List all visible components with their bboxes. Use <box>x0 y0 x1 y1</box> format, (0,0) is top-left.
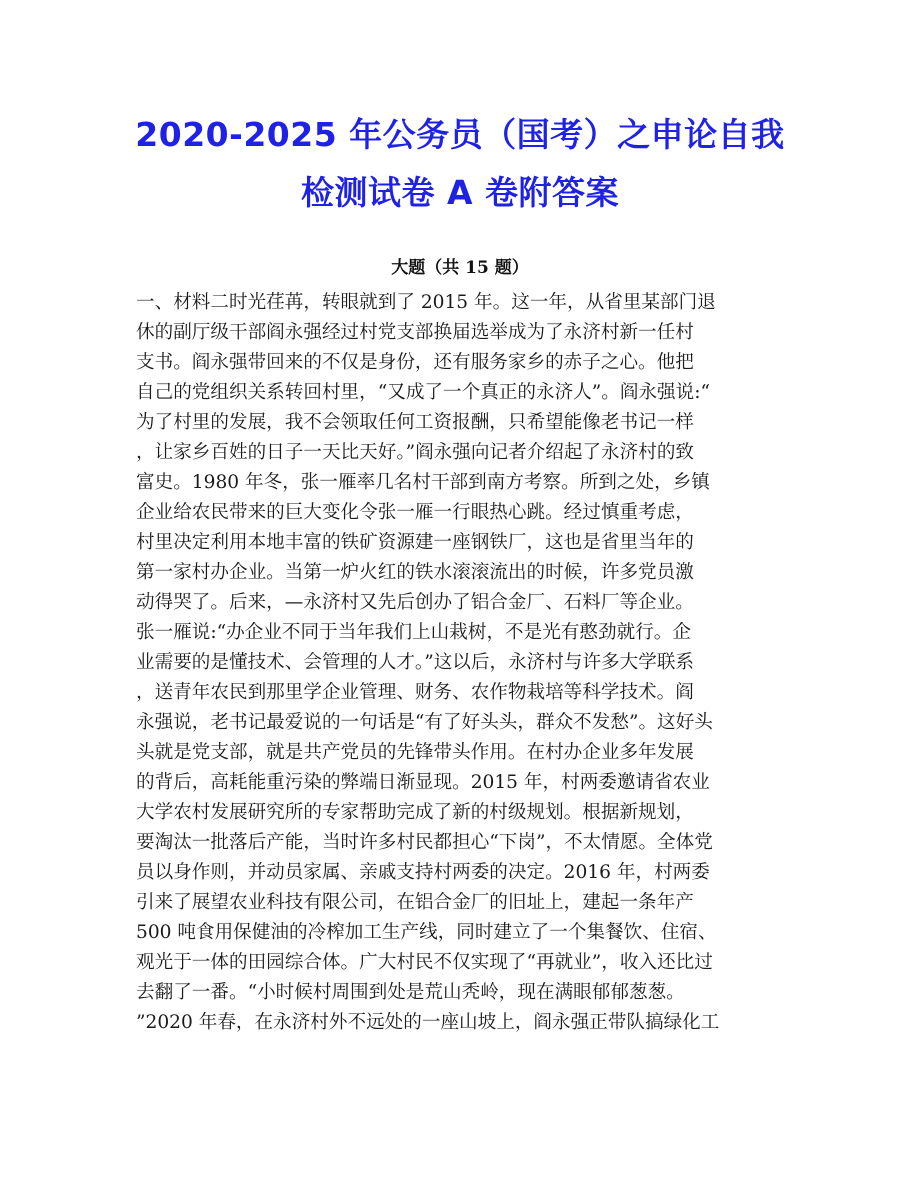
text-line: 企业给农民带来的巨大变化令张一雁一行眼热心跳。经过慎重考虑， <box>136 502 694 523</box>
text-line: 头就是党支部，就是共产党员的先锋带头作用。在村办企业多年发展 <box>136 742 694 763</box>
text-line: 富史。1980 年冬，张一雁率几名村干部到南方考察。所到之处，乡镇 <box>136 472 710 493</box>
section-heading: 大题（共 15 题） <box>391 258 529 278</box>
text-line: ，送青年农民到那里学企业管理、财务、农作物栽培等科学技术。阎 <box>136 682 694 703</box>
text-line: 一、材料二时光荏苒，转眼就到了 2015 年。这一年，从省里某部门退 <box>136 292 716 313</box>
text-line: 为了村里的发展，我不会领取任何工资报酬，只希望能像老书记一样 <box>136 412 694 433</box>
text-line: 第一家村办企业。当第一炉火红的铁水滚滚流出的时候，许多党员激 <box>136 562 694 583</box>
text-line: 要淘汰一批落后产能，当时许多村民都担心“下岗”，不太情愿。全体党 <box>136 832 713 853</box>
text-line: 村里决定利用本地丰富的铁矿资源建一座钢铁厂，这也是省里当年的 <box>136 532 694 553</box>
text-line: 自己的党组织关系转回村里，“又成了一个真正的永济人”。阎永强说:“ <box>136 382 711 403</box>
text-line: 引来了展望农业科技有限公司，在铝合金厂的旧址上，建起一条年产 <box>136 892 694 913</box>
text-line: 业需要的是懂技术、会管理的人才。”这以后，永济村与许多大学联系 <box>136 652 695 673</box>
document-title <box>60 106 860 222</box>
text-line: 永强说，老书记最爱说的一句话是“有了好头头，群众不发愁”。这好头 <box>136 712 713 733</box>
text-line: 去翻了一番。“小时候村周围到处是荒山秃岭，现在满眼郁郁葱葱。 <box>136 982 685 1003</box>
text-line: 动得哭了。后来，—永济村又先后创办了铝合金厂、石料厂等企业。 <box>136 592 694 613</box>
text-line: 支书。阎永强带回来的不仅是身份，还有服务家乡的赤子之心。他把 <box>136 352 694 373</box>
text-line: 员以身作则，并动员家属、亲戚支持村两委的决定。2016 年，村两委 <box>136 862 710 883</box>
question-1-text <box>136 288 784 1038</box>
text-line: 休的副厅级干部阎永强经过村党支部换届选举成为了永济村新一任村 <box>136 322 694 343</box>
title-line-1: 2020-2025 年公务员（国考）之申论自我 <box>135 115 785 154</box>
text-line: ，让家乡百姓的日子一天比天好。”阎永强向记者介绍起了永济村的致 <box>136 442 695 463</box>
text-line: 500 吨食用保健油的冷榨加工生产线，同时建立了一个集餐饮、住宿、 <box>136 922 717 943</box>
text-line: 的背后，高耗能重污染的弊端日渐显现。2015 年，村两委邀请省农业 <box>136 772 710 793</box>
text-line: ”2020 年春，在永济村外不远处的一座山坡上，阎永强正带队搞绿化工 <box>136 1012 720 1033</box>
text-line: 张一雁说:“办企业不同于当年我们上山栽树，不是光有憨劲就行。企 <box>136 622 691 643</box>
title-line-2: 检测试卷 A 卷附答案 <box>300 173 620 212</box>
text-line: 大学农村发展研究所的专家帮助完成了新的村级规划。根据新规划， <box>136 802 694 823</box>
text-line: 观光于一体的田园综合体。广大村民不仅实现了“再就业”，收入还比过 <box>136 952 713 973</box>
